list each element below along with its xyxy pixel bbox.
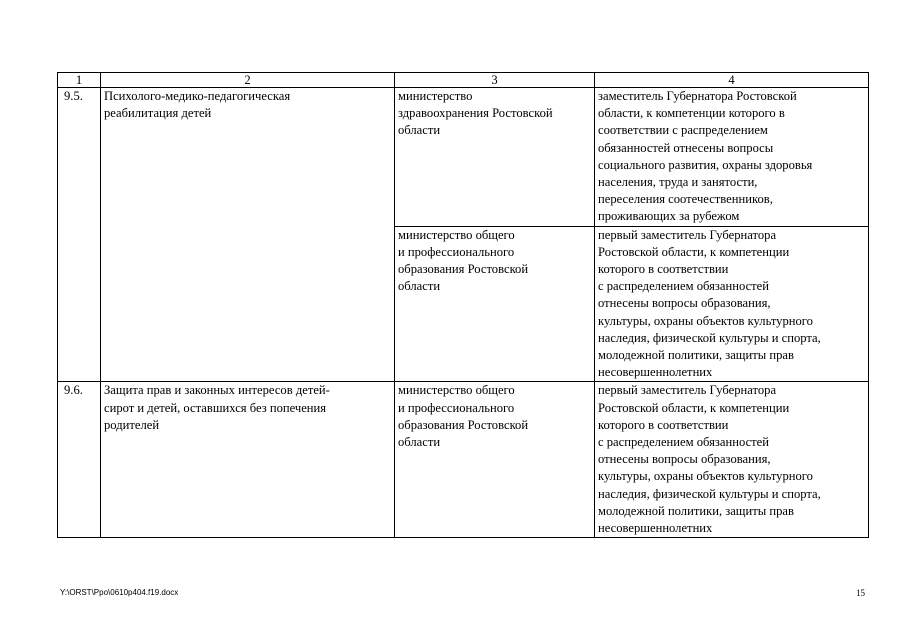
ministry-cell: министерство здравоохранения Ростовской области bbox=[395, 88, 595, 227]
official-cell: заместитель Губернатора Ростовской области, к компетенции которого в соответствии с распределением обязанностей отнесены вопросы социального развития, охраны здоровья населения, труда и занятости, переселения соотечественников, проживающих за рубежом bbox=[595, 88, 869, 227]
responsibility-table bbox=[57, 72, 869, 538]
header-row bbox=[58, 73, 869, 88]
official-cell: первый заместитель Губернатора Ростовской области, к компетенции которого в соответствии с распределением обязанностей отнесены вопросы образования, культуры, охраны объектов культурного наследия, физической культуры и спорта, молодежной политики, защиты прав несовершеннолетних bbox=[595, 382, 869, 538]
page-number: 15 bbox=[856, 588, 865, 598]
table-header bbox=[58, 73, 869, 88]
header-col-2: 2 bbox=[101, 73, 395, 88]
header-col-4: 4 bbox=[595, 73, 869, 88]
activity-cell: Защита прав и законных интересов детей- сирот и детей, оставшихся без попечения родителей bbox=[101, 382, 395, 538]
table-row bbox=[58, 88, 869, 227]
item-number: 9.6. bbox=[58, 382, 101, 538]
ministry-cell: министерство общего и профессионального образования Ростовской области bbox=[395, 226, 595, 382]
item-number: 9.5. bbox=[58, 88, 101, 382]
header-col-1: 1 bbox=[58, 73, 101, 88]
table-row bbox=[58, 382, 869, 538]
official-cell: первый заместитель Губернатора Ростовской области, к компетенции которого в соответствии с распределением обязанностей отнесены вопросы образования, культуры, охраны объектов культурного наследия, физической культуры и спорта, молодежной политики, защиты прав несовершеннолетних bbox=[595, 226, 869, 382]
table-body bbox=[58, 88, 869, 538]
header-col-3: 3 bbox=[395, 73, 595, 88]
footer-file-path: Y:\ORST\Ppo\0610p404.f19.docx bbox=[60, 588, 179, 597]
activity-cell: Психолого-медико-педагогическая реабилитация детей bbox=[101, 88, 395, 382]
ministry-cell: министерство общего и профессионального образования Ростовской области bbox=[395, 382, 595, 538]
